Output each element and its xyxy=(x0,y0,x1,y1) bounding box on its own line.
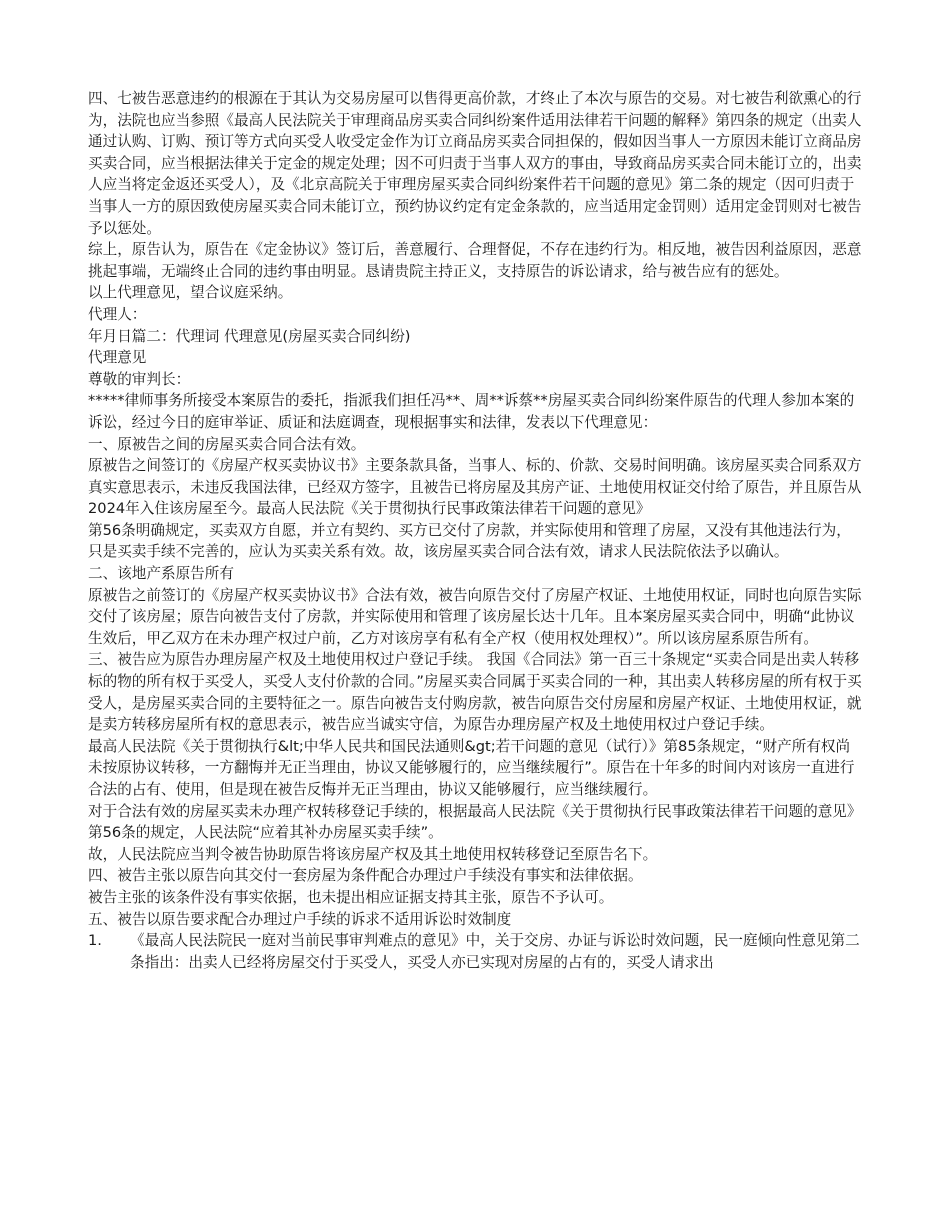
paragraph-article85: 最高人民法院《关于贯彻执行&lt;中华人民共和国民法通则&gt;若干问题的意见（试行）》第85条规定，“财产所有权尚未按原协议转移，一方翻悔并无正当理由，协议又能够履行的，应当继续履行”。原告在十年多的时间内对该房一直进行合法的占有、使用，但是现在被告反悔并无正当理由，协议又能够履行，应当继续履行。 xyxy=(88,737,855,798)
section-title-part2: 年月日篇二：代理词 代理意见(房屋买卖合同纠纷) xyxy=(88,327,411,345)
list-number: 1. xyxy=(88,932,102,950)
paragraph-intro: *****律师事务所接受本案原告的委托，指派我们担任冯**、周**诉蔡**房屋买卖合同纠纷案件原告的代理人参加本案的诉讼，经过今日的庭审举证、质证和法庭调查，现根据事实和法律，发表以下代理意见： xyxy=(88,392,855,431)
list-item xyxy=(88,930,862,973)
paragraph-article56: 第56条明确规定，买卖双方自愿，并立有契约、买方已交付了房款，并实际使用和管理了房屋，又没有其他违法行为，只是买卖手续不完善的，应认为买卖关系有效。故，该房屋买卖合同合法有效，请求人民法院依法予以确认。 xyxy=(88,521,851,561)
salutation: 尊敬的审判长： xyxy=(88,370,191,388)
doc-heading: 代理意见 xyxy=(88,349,147,367)
heading-5: 五、被告以原告要求配合办理过户手续的诉求不适用诉讼时效制度 xyxy=(88,910,512,928)
heading-1: 一、原被告之间的房屋买卖合同合法有效。 xyxy=(88,435,366,453)
agent-label: 代理人： xyxy=(88,305,147,323)
list-text: 《最高人民法院民一庭对当前民事审判难点的意见》中，关于交房、办证与诉讼时效问题，民一庭倾向性意见第二条指出：出卖人已经将房屋交付于买受人，买受人亦已实现对房屋的占有的，买受人请求出 xyxy=(130,932,860,971)
paragraph-transfer: 对于合法有效的房屋买卖未办理产权转移登记手续的，根据最高人民法院《关于贯彻执行民事政策法律若干问题的意见》第56条的规定，人民法院“应着其补办房屋买卖手续”。 xyxy=(88,802,862,842)
paragraph-3: 以上代理意见，望合议庭采纳。 xyxy=(88,284,293,302)
paragraph-2: 综上，原告认为，原告在《定金协议》签订后，善意履行、合理督促，不存在违约行为。相反地，被告因利益原因，恶意挑起事端，无端终止合同的违约事由明显。恳请贵院主持正义，支持原告的诉讼请求，给与被告应有的惩处。 xyxy=(88,241,862,280)
paragraph-no-basis: 被告主张的该条件没有事实依据，也未提出相应证据支持其主张，原告不予认可。 xyxy=(88,888,614,906)
paragraph-contract: 原被告之间签订的《房屋产权买卖协议书》主要条款具备，当事人、标的、价款、交易时间明确。该房屋买卖合同系双方真实意思表示，未违反我国法律，已经双方签字，且被告已将房屋及其房产证、土地使用权证交付给了原告，并且原告从2024年入住该房屋至今。最高人民法院《关于贯彻执行民事政策法律若干问题的意见》 xyxy=(88,457,862,518)
paragraph-1: 四、七被告恶意违约的根源在于其认为交易房屋可以售得更高价款，才终止了本次与原告的交易。对七被告利欲熏心的行为，法院也应当参照《最高人民法院关于审理商品房买卖合同纠纷案件适用法律若干问题的解释》第四条的规定（出卖人通过认购、订购、预订等方式向买受人收受定金作为订立商品房买卖合同担保的，假如因当事人一方原因未能订立商品房买卖合同，应当根据法律关于定金的规定处理；因不可归责于当事人双方的事由，导致商品房买卖合同未能订立的，出卖人应当将定金返还买受人），及《北京高院关于审理房屋买卖合同纠纷案件若干问题的意见》第二条的规定（因可归责于当事人一方的原因致使房屋买卖合同未能订立，预约协议约定有定金条款的，应当适用定金罚则）适用定金罚则对七被告予以惩处。 xyxy=(88,90,862,237)
heading-2: 二、该地产系原告所有 xyxy=(88,565,234,583)
heading-3-paragraph: 三、被告应为原告办理房屋产权及土地使用权过户登记手续。 我国《合同法》第一百三十条规定“买卖合同是出卖人转移标的物的所有权于买受人，买受人支付价款的合同。”房屋买卖合同属于买卖合同的一种，其出卖人转移房屋的所有权于买受人，是房屋买卖合同的主要特征之一。原告向被告支付购房款，被告向原告交付房屋和房屋产权证、土地使用权证，就是卖方转移房屋所有权的意思表示，被告应当诚实守信，为原告办理房屋产权及土地使用权过户登记手续。 xyxy=(88,651,862,734)
heading-4: 四、被告主张以原告向其交付一套房屋为条件配合办理过户手续没有事实和法律依据。 xyxy=(88,867,643,885)
paragraph-conclusion: 故，人民法院应当判令被告协助原告将该房屋产权及其土地使用权转移登记至原告名下。 xyxy=(88,845,658,863)
paragraph-ownership: 原被告之前签订的《房屋产权买卖协议书》合法有效，被告向原告交付了房屋产权证、土地使用权证，同时也向原告实际交付了该房屋；原告向被告支付了房款，并实际使用和管理了该房屋长达十几年。且本案房屋买卖合同中，明确“此协议生效后，甲乙双方在未办理产权过户前，乙方对该房享有私有全产权（使用权处理权）”。所以该房屋系原告所有。 xyxy=(88,586,862,647)
